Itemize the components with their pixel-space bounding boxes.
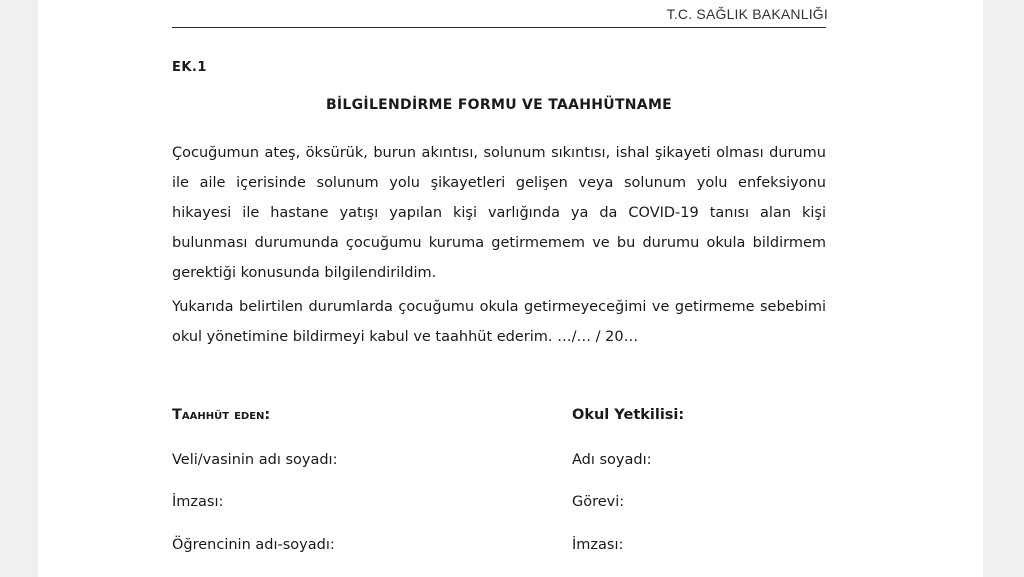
ministry-header: T.C. SAĞLIK BAKANLIĞI — [666, 6, 828, 22]
official-position-field: Görevi: — [572, 494, 625, 510]
official-signature-field: İmzası: — [572, 537, 624, 553]
document-page — [38, 0, 983, 577]
committer-heading: Taahhüt eden: — [172, 407, 271, 423]
commitment-paragraph: Yukarıda belirtilen durumlarda çocuğumu okula getirmeyeceğimi ve getirmeme sebebimi okul yönetimine bildirmeyi kabul ve taahhüt ederim. …/… / 20… — [172, 299, 826, 345]
info-paragraph: Çocuğumun ateş, öksürük, burun akıntısı, solunum sıkıntısı, ishal şikayeti olması durumu ile aile içerisinde solunum yolu şikayetleri gelişen veya solunum yolu enfeksiyonu hikayesi ile hastane yatışı yapılan kişi varlığında ya da COVID-19 tanısı alan kişi bulunması durumunda çocuğumu kuruma getirmemem ve bu durumu okula bildirmem gerektiği konusunda bilgilendirildim. — [172, 145, 826, 281]
annex-label: EK.1 — [172, 60, 207, 75]
form-title: BİLGİLENDİRME FORMU VE TAAHHÜTNAME — [325, 97, 673, 113]
guardian-signature-field: İmzası: — [172, 494, 224, 510]
student-name-field: Öğrencinin adı-soyadı: — [172, 537, 335, 553]
guardian-name-field: Veli/vasinin adı soyadı: — [172, 452, 338, 468]
header-rule — [172, 27, 826, 28]
official-name-field: Adı soyadı: — [572, 452, 652, 468]
school-official-heading: Okul Yetkilisi: — [572, 407, 685, 423]
